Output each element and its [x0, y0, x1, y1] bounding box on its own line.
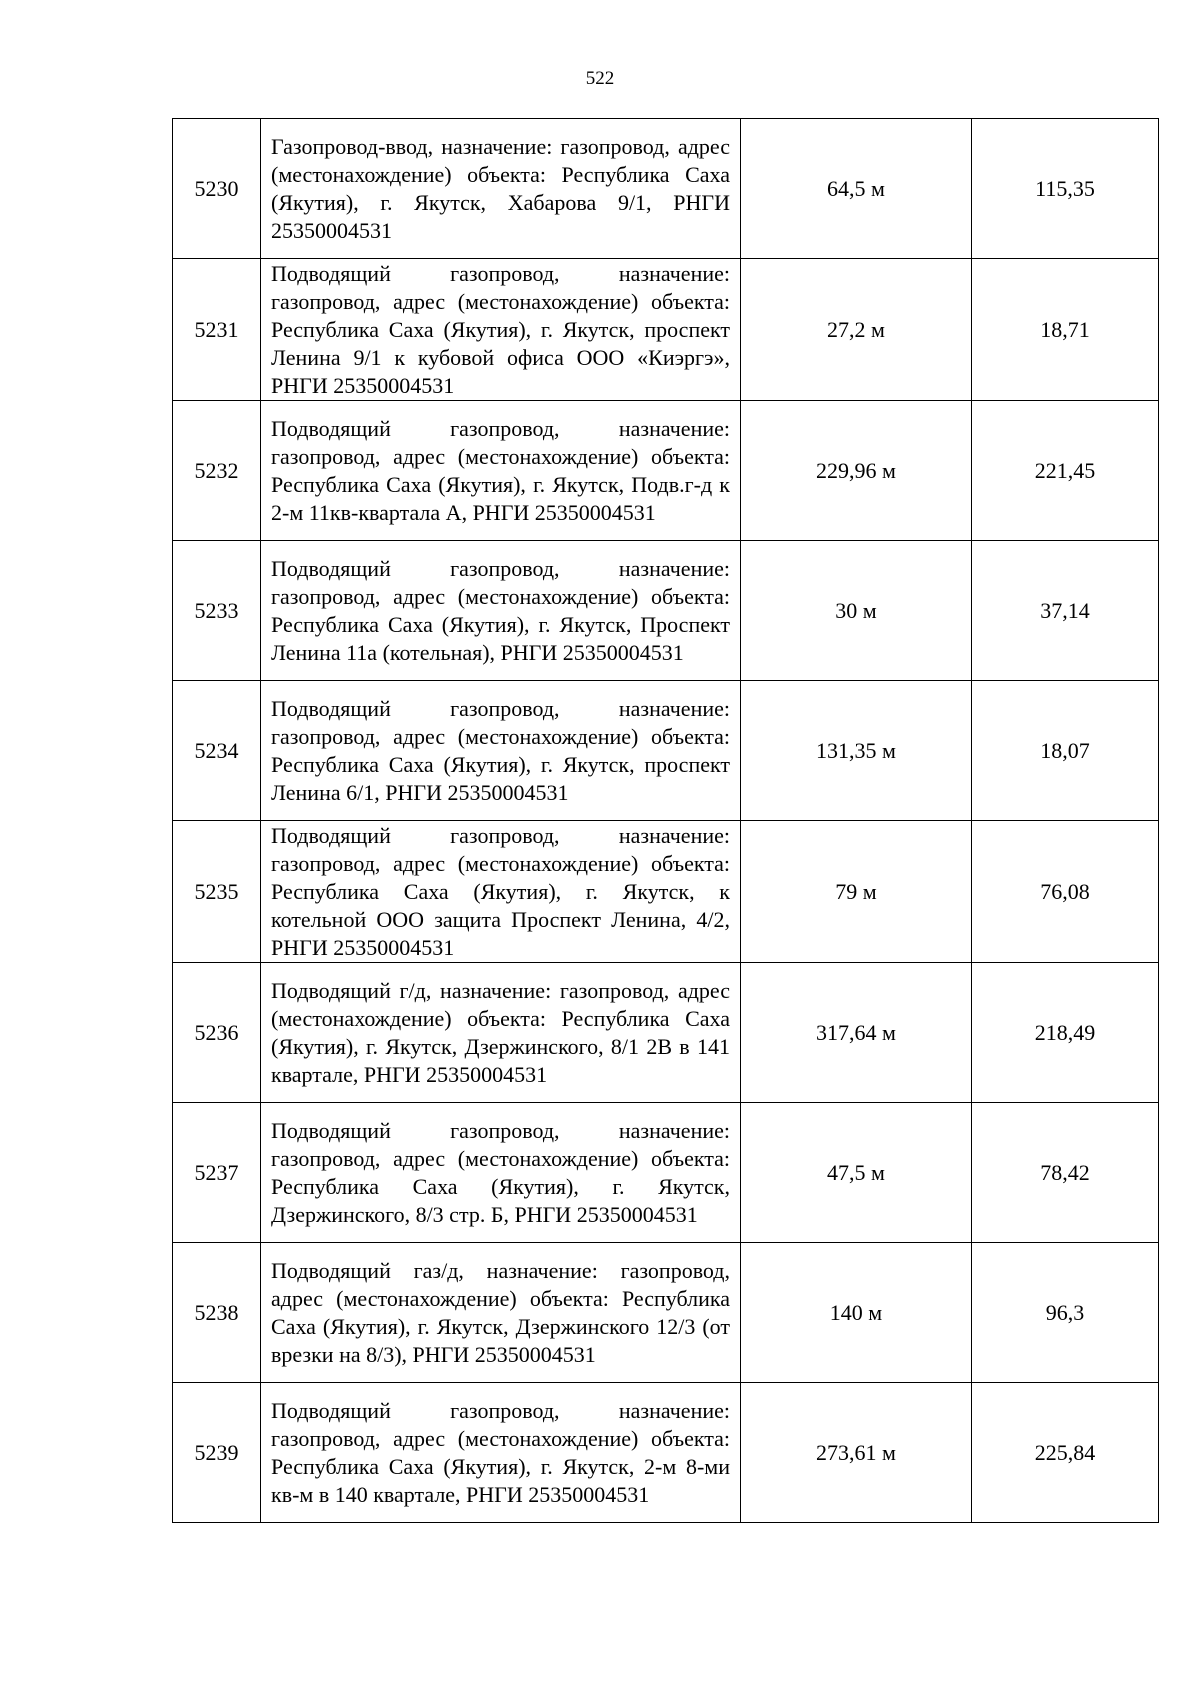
row-description-cell: [261, 963, 741, 1103]
row-value-cell: 78,42: [972, 1103, 1159, 1243]
row-number-cell: 5237: [173, 1103, 261, 1243]
row-description-text: Подводящий газопровод, назначение: газопровод, адрес (местонахождение) объекта: Республика Саха (Якутия), г. Якутск, Дзержинского, 8/3 стр. Б, РНГИ 25350004531: [271, 1118, 730, 1227]
row-value-cell: 18,07: [972, 681, 1159, 821]
table-body: [173, 119, 1159, 1523]
row-number-cell: 5233: [173, 541, 261, 681]
row-description-text: Подводящий газопровод, назначение: газопровод, адрес (местонахождение) объекта: Республика Саха (Якутия), г. Якутск, Подв.г-д к 2-м 11кв-квартала А, РНГИ 25350004531: [271, 416, 730, 525]
row-description-text: Подводящий газопровод, назначение: газопровод, адрес (местонахождение) объекта: Республика Саха (Якутия), г. Якутск, проспект Ленина 6/1, РНГИ 25350004531: [271, 696, 730, 805]
row-value-cell: 115,35: [972, 119, 1159, 259]
row-number-cell: 5231: [173, 259, 261, 401]
row-description-text: Подводящий г/д, назначение: газопровод, адрес (местонахождение) объекта: Республика Саха (Якутия), г. Якутск, Дзержинского, 8/1 2В в 141 квартале, РНГИ 25350004531: [271, 978, 730, 1087]
row-description-cell: [261, 259, 741, 401]
row-description-cell: [261, 119, 741, 259]
row-description-cell: [261, 681, 741, 821]
table-row: [173, 1383, 1159, 1523]
row-description-cell: [261, 1103, 741, 1243]
table-row: [173, 1243, 1159, 1383]
row-number-cell: 5239: [173, 1383, 261, 1523]
row-description-text: Подводящий газопровод, назначение: газопровод, адрес (местонахождение) объекта: Республика Саха (Якутия), г. Якутск, Проспект Ленина 11а (котельная), РНГИ 25350004531: [271, 556, 730, 665]
row-value-cell: 76,08: [972, 821, 1159, 963]
row-description-cell: [261, 1243, 741, 1383]
row-length-cell: 273,61 м: [741, 1383, 972, 1523]
row-value-cell: 225,84: [972, 1383, 1159, 1523]
row-value-cell: 96,3: [972, 1243, 1159, 1383]
row-number-cell: 5236: [173, 963, 261, 1103]
table-row: [173, 681, 1159, 821]
row-number-cell: 5234: [173, 681, 261, 821]
row-description-cell: [261, 821, 741, 963]
table-row: [173, 963, 1159, 1103]
row-description-text: Газопровод-ввод, назначение: газопровод, адрес (местонахождение) объекта: Республика Саха (Якутия), г. Якутск, Хабарова 9/1, РНГИ 25350004531: [271, 134, 730, 243]
row-length-cell: 131,35 м: [741, 681, 972, 821]
row-description-text: Подводящий газопровод, назначение: газопровод, адрес (местонахождение) объекта: Республика Саха (Якутия), г. Якутск, 2-м 8-ми кв-м в 140 квартале, РНГИ 25350004531: [271, 1398, 730, 1507]
row-number-cell: 5230: [173, 119, 261, 259]
table-row: [173, 119, 1159, 259]
row-description-cell: [261, 541, 741, 681]
table-row: [173, 1103, 1159, 1243]
row-number-cell: 5235: [173, 821, 261, 963]
table-row: [173, 401, 1159, 541]
row-value-cell: 37,14: [972, 541, 1159, 681]
table-row: [173, 259, 1159, 401]
row-description-text: Подводящий газ/д, назначение: газопровод, адрес (местонахождение) объекта: Республика Саха (Якутия), г. Якутск, Дзержинского 12/3 (от врезки на 8/3), РНГИ 25350004531: [271, 1258, 730, 1367]
page-number: 522: [585, 68, 615, 89]
row-value-cell: 218,49: [972, 963, 1159, 1103]
row-description-text: Подводящий газопровод, назначение: газопровод, адрес (местонахождение) объекта: Республика Саха (Якутия), г. Якутск, проспект Ленина 9/1 к кубовой офиса ООО «Киэргэ», РНГИ 25350004531: [271, 261, 730, 398]
row-length-cell: 140 м: [741, 1243, 972, 1383]
row-length-cell: 317,64 м: [741, 963, 972, 1103]
row-number-cell: 5232: [173, 401, 261, 541]
row-length-cell: 30 м: [741, 541, 972, 681]
row-length-cell: 64,5 м: [741, 119, 972, 259]
row-value-cell: 18,71: [972, 259, 1159, 401]
row-description-cell: [261, 1383, 741, 1523]
row-value-cell: 221,45: [972, 401, 1159, 541]
row-length-cell: 27,2 м: [741, 259, 972, 401]
row-length-cell: 229,96 м: [741, 401, 972, 541]
row-length-cell: 79 м: [741, 821, 972, 963]
table-row: [173, 821, 1159, 963]
row-description-text: Подводящий газопровод, назначение: газопровод, адрес (местонахождение) объекта: Республика Саха (Якутия), г. Якутск, к котельной ООО защита Проспект Ленина, 4/2, РНГИ 25350004531: [271, 823, 730, 960]
row-description-cell: [261, 401, 741, 541]
table-row: [173, 541, 1159, 681]
row-length-cell: 47,5 м: [741, 1103, 972, 1243]
property-register-table: [172, 118, 1159, 1523]
row-number-cell: 5238: [173, 1243, 261, 1383]
